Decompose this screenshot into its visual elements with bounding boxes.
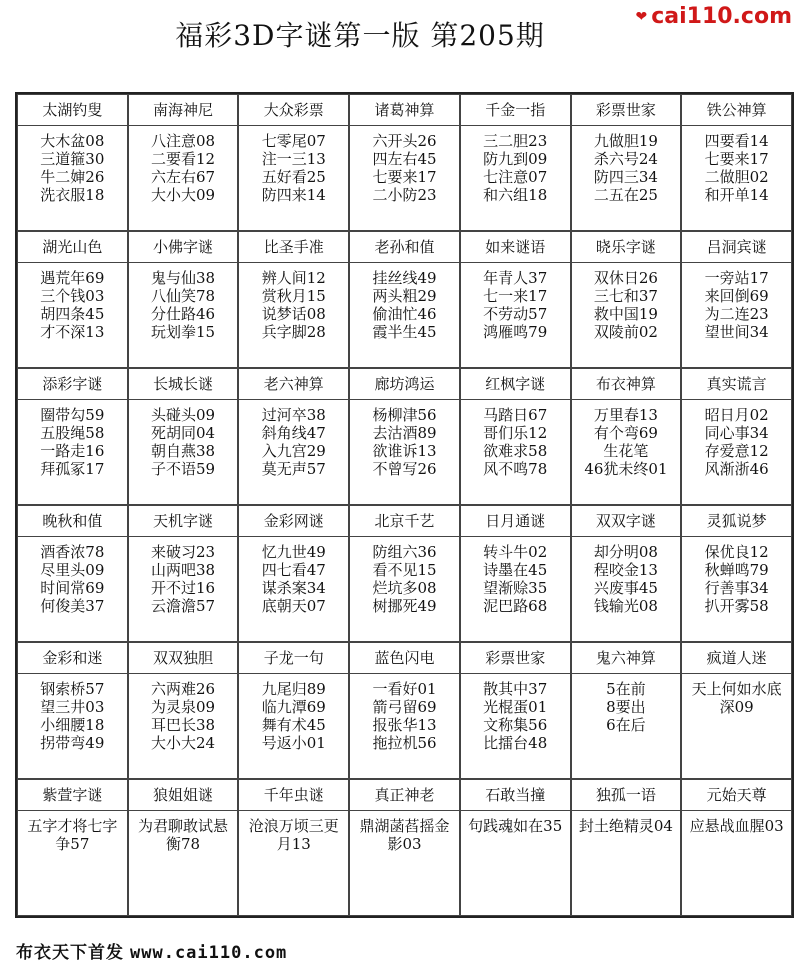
clue-line: 来回倒69 [704,287,769,305]
cell-body [129,126,238,230]
cell-title: 疯道人迷 [682,643,791,674]
clue-line: 二五在25 [593,186,658,204]
site-logo-text: cai110.com [651,4,792,29]
cell-title: 子龙一句 [239,643,348,674]
footer-text: 布衣天下首发 [16,943,124,963]
cell-title: 大众彩票 [239,95,348,126]
page-title: 福彩3D字谜第一版 第205期 [175,19,545,52]
clue-line: 钱输光08 [593,597,658,615]
clue-line: 四左右45 [372,150,437,168]
clue-line: 却分明08 [593,543,658,561]
riddle-cell [238,94,349,231]
clue-line: 不曾写26 [372,460,437,478]
cell-title: 灵狐说梦 [682,506,791,537]
cell-body [129,537,238,641]
cell-title: 元始天尊 [682,780,791,811]
clue-line: 七一来17 [483,287,548,305]
clue-line: 杀六号24 [593,150,658,168]
cell-title: 铁公神算 [682,95,791,126]
clue-line: 46犹未终01 [584,460,668,478]
clue-line: 沧浪万顷三更 [248,817,339,835]
clue-line: 为灵泉09 [151,698,216,716]
clue-line: 防九到09 [483,150,548,168]
clue-line: 欲谁诉13 [372,442,437,460]
riddle-cell [681,368,792,505]
cell-title: 石敢当撞 [461,780,570,811]
clue-line: 赏秋月15 [261,287,326,305]
clue-line: 和六组18 [483,186,548,204]
cell-title: 日月通谜 [461,506,570,537]
riddle-cell [681,231,792,368]
clue-line: 七要来17 [372,168,437,186]
clue-line: 树挪死49 [372,597,437,615]
heart-icon: ❤ [635,9,648,25]
clue-line: 6在后 [606,716,646,734]
clue-line: 封土绝精灵04 [578,817,673,835]
clue-line: 五好看25 [261,168,326,186]
cell-body [572,263,681,367]
cell-title: 晓乐字谜 [572,232,681,263]
riddle-cell [17,94,128,231]
cell-body [350,263,459,367]
clue-line: 欲难求58 [483,442,548,460]
riddle-cell [681,94,792,231]
cell-title: 比圣手准 [239,232,348,263]
clue-line: 号返小01 [261,734,326,752]
clue-line: 程咬金13 [593,561,658,579]
cell-body [461,811,570,915]
cell-title: 布衣神算 [572,369,681,400]
clue-line: 七要来17 [704,150,769,168]
cell-title: 鬼六神算 [572,643,681,674]
clue-line: 防组六36 [372,543,437,561]
riddle-cell [460,642,571,779]
riddle-cell [349,642,460,779]
clue-line: 防四来14 [261,186,326,204]
clue-line: 箭弓留69 [372,698,437,716]
cell-title: 金彩和迷 [18,643,127,674]
cell-title: 北京千艺 [350,506,459,537]
clue-line: 兴废事45 [593,579,658,597]
cell-body [129,400,238,504]
cell-body [18,400,127,504]
clue-line: 二要看12 [151,150,216,168]
riddle-grid [15,92,794,918]
cell-body [682,674,791,778]
cell-body [18,811,127,915]
clue-line: 月13 [276,835,311,853]
clue-line: 二小防23 [372,186,437,204]
cell-body [350,126,459,230]
clue-line: 九尾归89 [261,680,326,698]
clue-line: 光棍蛋01 [483,698,548,716]
riddle-cell [128,94,239,231]
cell-title: 湖光山色 [18,232,127,263]
riddle-cell [238,505,349,642]
clue-line: 七零尾07 [261,132,326,150]
riddle-cell [17,505,128,642]
clue-line: 开不过16 [151,579,216,597]
cell-title: 真正神老 [350,780,459,811]
riddle-cell [238,642,349,779]
clue-line: 莫无声57 [261,460,326,478]
clue-line: 生花笔 [603,442,649,460]
clue-line: 六开头26 [372,132,437,150]
clue-line: 望世间34 [704,323,769,341]
cell-body [682,811,791,915]
riddle-cell [681,779,792,916]
cell-body [239,674,348,778]
clue-line: 一旁站17 [704,269,769,287]
clue-line: 兵字脚28 [261,323,326,341]
clue-line: 分仕路46 [151,305,216,323]
clue-line: 入九宫29 [261,442,326,460]
riddle-cell [128,779,239,916]
clue-line: 霞半生45 [372,323,437,341]
clue-line: 报张华13 [372,716,437,734]
clue-line: 四要看14 [704,132,769,150]
clue-line: 五字才将七字 [27,817,118,835]
clue-line: 四七看47 [261,561,326,579]
clue-line: 朝自燕38 [151,442,216,460]
cell-body [239,811,348,915]
clue-line: 尽里头09 [40,561,105,579]
cell-body [682,537,791,641]
clue-line: 三个钱03 [40,287,105,305]
riddle-cell [460,368,571,505]
clue-line: 临九潭69 [261,698,326,716]
clue-line: 舞有术45 [261,716,326,734]
clue-line: 遇荒年69 [40,269,105,287]
clue-line: 转斗牛02 [483,543,548,561]
clue-line: 辨人间12 [261,269,326,287]
clue-line: 争57 [55,835,90,853]
clue-line: 去沽酒89 [372,424,437,442]
footer-url[interactable]: www.cai110.com [130,943,288,963]
clue-line: 句践魂如在35 [468,817,563,835]
clue-line: 马踏日67 [483,406,548,424]
clue-line: 五股绳58 [40,424,105,442]
clue-line: 山两吧38 [151,561,216,579]
cell-body [461,537,570,641]
cell-title: 老六神算 [239,369,348,400]
riddle-cell [571,368,682,505]
cell-body [572,811,681,915]
riddle-cell [349,505,460,642]
riddle-cell [571,642,682,779]
clue-line: 风渐浙46 [704,460,769,478]
clue-line: 两头粗29 [372,287,437,305]
site-logo[interactable] [635,4,792,29]
cell-title: 吕洞宾谜 [682,232,791,263]
clue-line: 天上何如水底 [691,680,782,698]
clue-line: 年青人37 [483,269,548,287]
cell-title: 狼姐姐谜 [129,780,238,811]
cell-body [350,400,459,504]
cell-title: 诸葛神算 [350,95,459,126]
cell-body [350,537,459,641]
clue-line: 望渐赊35 [483,579,548,597]
clue-line: 才不深13 [40,323,105,341]
clue-line: 三道箍30 [40,150,105,168]
clue-line: 为君聊敢试悬 [138,817,229,835]
clue-line: 大小大24 [151,734,216,752]
cell-body [239,537,348,641]
riddle-cell [128,505,239,642]
riddle-cell [128,231,239,368]
cell-title: 太湖钓叟 [18,95,127,126]
footer [16,938,287,963]
clue-line: 子不语59 [151,460,216,478]
cell-body [129,811,238,915]
cell-title: 双双独胆 [129,643,238,674]
clue-line: 8要出 [606,698,646,716]
cell-body [18,674,127,778]
clue-line: 时间常69 [40,579,105,597]
clue-line: 过河卒38 [261,406,326,424]
clue-line: 为二连23 [704,305,769,323]
cell-title: 金彩网谜 [239,506,348,537]
riddle-cell [681,642,792,779]
clue-line: 斜角线47 [261,424,326,442]
clue-line: 三二胆23 [483,132,548,150]
clue-line: 一看好01 [372,680,437,698]
cell-body [129,674,238,778]
clue-line: 5在前 [606,680,646,698]
clue-line: 挂丝线49 [372,269,437,287]
riddle-cell [238,231,349,368]
cell-title: 如来谜语 [461,232,570,263]
clue-line: 望三井03 [40,698,105,716]
riddle-cell [128,368,239,505]
clue-line: 死胡同04 [151,424,216,442]
cell-body [572,674,681,778]
clue-line: 谋杀案34 [261,579,326,597]
clue-line: 酒香浓78 [40,543,105,561]
clue-line: 双休日26 [593,269,658,287]
cell-body [350,811,459,915]
cell-title: 晚秋和值 [18,506,127,537]
clue-line: 诗墨在45 [483,561,548,579]
clue-line: 拖拉机56 [372,734,437,752]
clue-line: 散其中37 [483,680,548,698]
clue-line: 哥们乐12 [483,424,548,442]
cell-title: 廊坊鸿运 [350,369,459,400]
clue-line: 三七和37 [593,287,658,305]
cell-body [461,126,570,230]
cell-body [572,537,681,641]
cell-body [18,126,127,230]
clue-line: 洗衣服18 [40,186,105,204]
cell-title: 双双字谜 [572,506,681,537]
cell-title: 彩票世家 [461,643,570,674]
clue-line: 耳巴长38 [151,716,216,734]
cell-body [682,400,791,504]
riddle-cell [460,779,571,916]
clue-line: 圈带勾59 [40,406,105,424]
clue-line: 七注意07 [483,168,548,186]
cell-body [129,263,238,367]
cell-title: 彩票世家 [572,95,681,126]
cell-body [18,537,127,641]
clue-line: 八注意08 [151,132,216,150]
clue-line: 牛二婶26 [40,168,105,186]
cell-body [350,674,459,778]
clue-line: 应悬战血腥03 [689,817,784,835]
cell-title: 长城长谜 [129,369,238,400]
clue-line: 看不见15 [372,561,437,579]
clue-line: 钢索桥57 [40,680,105,698]
clue-line: 拜孤冢17 [40,460,105,478]
clue-line: 底朝天07 [261,597,326,615]
riddle-cell [17,231,128,368]
clue-line: 云澹澹57 [151,597,216,615]
clue-line: 秋蝉鸣79 [704,561,769,579]
clue-line: 玩划拳15 [151,323,216,341]
cell-title: 红枫字谜 [461,369,570,400]
clue-line: 存爱意12 [704,442,769,460]
cell-body [682,263,791,367]
clue-line: 注一三13 [261,150,326,168]
riddle-cell [17,368,128,505]
clue-line: 双陵前02 [593,323,658,341]
cell-title: 独孤一语 [572,780,681,811]
clue-line: 偷油忙46 [372,305,437,323]
cell-body [572,400,681,504]
cell-body [682,126,791,230]
clue-line: 行善事34 [704,579,769,597]
clue-line: 救中国19 [593,305,658,323]
clue-line: 忆九世49 [261,543,326,561]
clue-line: 万里春13 [593,406,658,424]
clue-line: 烂坑多08 [372,579,437,597]
clue-line: 头碰头09 [151,406,216,424]
cell-body [18,263,127,367]
clue-line: 衡78 [166,835,201,853]
riddle-cell [238,368,349,505]
cell-body [239,126,348,230]
clue-line: 保优良12 [704,543,769,561]
cell-title: 真实谎言 [682,369,791,400]
clue-line: 泥巴路68 [483,597,548,615]
cell-title: 千金一指 [461,95,570,126]
riddle-cell [238,779,349,916]
clue-line: 同心事34 [704,424,769,442]
cell-title: 紫萱字谜 [18,780,127,811]
riddle-cell [571,231,682,368]
clue-line: 拐带弯49 [40,734,105,752]
riddle-cell [17,779,128,916]
clue-line: 防四三34 [593,168,658,186]
clue-line: 不劳动57 [483,305,548,323]
riddle-cell [571,505,682,642]
riddle-cell [681,505,792,642]
riddle-cell [349,368,460,505]
cell-title: 蓝色闪电 [350,643,459,674]
cell-body [239,263,348,367]
clue-line: 胡四条45 [40,305,105,323]
clue-line: 杨柳津56 [372,406,437,424]
clue-line: 八仙笑78 [151,287,216,305]
riddle-cell [349,94,460,231]
riddle-cell [17,642,128,779]
clue-line: 鸿雁鸣79 [483,323,548,341]
riddle-cell [460,231,571,368]
clue-line: 鼎湖菡萏摇金 [359,817,450,835]
cell-title: 添彩字谜 [18,369,127,400]
riddle-cell [349,779,460,916]
riddle-cell [349,231,460,368]
riddle-cell [128,642,239,779]
cell-title: 老孙和值 [350,232,459,263]
clue-line: 文称集56 [483,716,548,734]
clue-line: 一路走16 [40,442,105,460]
clue-line: 二做胆02 [704,168,769,186]
clue-line: 六两难26 [151,680,216,698]
cell-body [239,400,348,504]
cell-body [461,674,570,778]
riddle-cell [460,505,571,642]
riddle-cell [571,94,682,231]
clue-line: 大小大09 [151,186,216,204]
clue-line: 昭日月02 [704,406,769,424]
riddle-cell [460,94,571,231]
cell-title: 千年虫谜 [239,780,348,811]
clue-line: 鬼与仙38 [151,269,216,287]
clue-line: 大木盆08 [40,132,105,150]
riddle-cell [571,779,682,916]
clue-line: 有个弯69 [593,424,658,442]
cell-body [572,126,681,230]
clue-line: 说梦话08 [261,305,326,323]
cell-body [461,400,570,504]
clue-line: 扒开雾58 [704,597,769,615]
clue-line: 风不鸣78 [483,460,548,478]
cell-body [461,263,570,367]
clue-line: 来破习23 [151,543,216,561]
clue-line: 深09 [719,698,754,716]
cell-title: 小佛字谜 [129,232,238,263]
clue-line: 六左右67 [151,168,216,186]
clue-line: 小细腰18 [40,716,105,734]
clue-line: 何俊美37 [40,597,105,615]
clue-line: 和开单14 [704,186,769,204]
cell-title: 天机字谜 [129,506,238,537]
clue-line: 影03 [387,835,422,853]
cell-title: 南海神尼 [129,95,238,126]
clue-line: 九做胆19 [593,132,658,150]
clue-line: 比擂台48 [483,734,548,752]
